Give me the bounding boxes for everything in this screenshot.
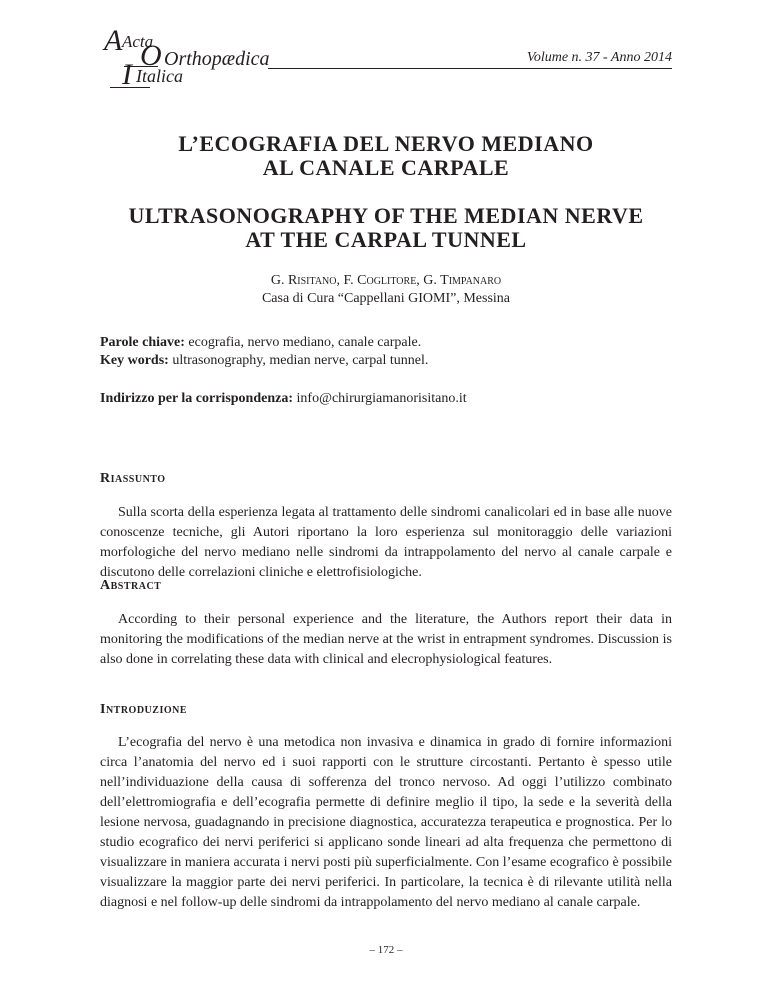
paragraph-introduzione: L’ecografia del nervo è una metodica non invasiva e dinamica in grado di fornire informazioni circa l’anatomia del nervo ed i suoi rapporti con le strutture circostanti. Pertanto è spesso utile nell’individuazione della causa di sofferenza del tronco nervoso. Ad oggi l’utilizzo combinato dell’elettromiografia e dell’ecografia permette di definire meglio il tipo, la sede e la severità della lesione nervosa, guadagnando in precisione diagnostica, accuratezza terapeutica e prognostica. Per lo studio ecografico dei nervi periferici si applicano sonde lineari ad alta frequenza che permettono di visualizzare in maniera accurata i nervi posti più superficialmente. Con l’esame ecografico è possibile visualizzare la maggior parte dei nervi periferici. In particolare, la tecnica è di rilevante utilità nella diagnosi e nel follow-up delle sindromi da intrappolamento del nervo mediano al canale carpale.	[100, 735, 672, 910]
keywords-english-value: ultrasonography, median nerve, carpal tunnel.	[168, 353, 429, 368]
correspondence-email: info@chirurgiamanorisitano.it	[293, 391, 467, 406]
title-english-line-1: ULTRASONOGRAPHY OF THE MEDIAN NERVE	[128, 203, 644, 228]
title-english-line-2: AT THE CARPAL TUNNEL	[245, 227, 527, 252]
logo-line-orthopaedica: Orthopædica	[164, 48, 270, 70]
journal-logo: A O I Acta Orthopædica Italica	[104, 24, 270, 91]
page-number: – 172 –	[369, 944, 403, 956]
paragraph-abstract: According to their personal experience and the literature, the Authors report their data in monitoring the modifications of the median nerve at the wrist in entrapment syndromes. Discussion is also done in correlating these data with clinical and elecrophysiological features.	[100, 612, 672, 667]
logo-line-italica: Italica	[136, 66, 183, 86]
title-english	[100, 204, 672, 252]
header-divider	[268, 68, 672, 69]
correspondence	[100, 390, 672, 408]
heading-introduzione: Introduzione	[100, 702, 188, 717]
paragraph-riassunto: Sulla scorta della esperienza legata al trattamento delle sindromi canalicolari ed in base alle nuove conoscenze tecniche, gli Autori riportano la loro esperienza sul monitoraggio delle variazioni morfologiche del nervo mediano nelle sindromi da intrappolamento del nervo al canale carpale e discutono delle correlazioni cliniche e elettrofisiologiche.	[100, 505, 672, 580]
keywords-italian-label: Parole chiave:	[100, 335, 185, 350]
keywords-english-label: Key words:	[100, 353, 169, 368]
volume-info: Volume n. 37 - Anno 2014	[526, 50, 672, 65]
title-italian-line-1: L’ECOGRAFIA DEL NERVO MEDIANO	[178, 131, 594, 156]
heading-abstract: Abstract	[100, 578, 162, 593]
keywords-italian	[100, 334, 672, 352]
title-italian-line-2: AL CANALE CARPALE	[262, 155, 510, 180]
title-italian	[100, 132, 672, 180]
heading-riassunto: Riassunto	[100, 471, 166, 486]
authors: G. Risitano, F. Coglitore, G. Timpanaro	[270, 273, 502, 288]
correspondence-label: Indirizzo per la corrispondenza:	[100, 391, 294, 406]
keywords-italian-value: ecografia, nervo mediano, canale carpale.	[184, 335, 422, 350]
keywords-english	[100, 352, 672, 370]
affiliation: Casa di Cura “Cappellani GIOMI”, Messina	[261, 291, 511, 306]
logo-line-acta: Acta	[122, 32, 154, 51]
